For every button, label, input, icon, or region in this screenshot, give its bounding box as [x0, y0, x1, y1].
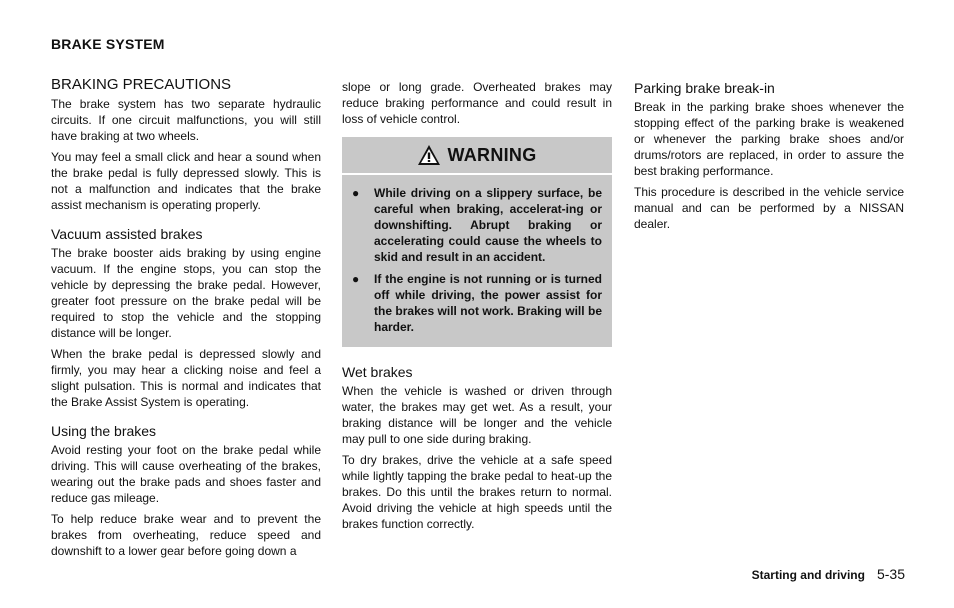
- section-title: BRAKE SYSTEM: [51, 36, 165, 52]
- warning-item: [352, 185, 602, 265]
- paragraph: slope or long grade. Overheated brakes may reduce braking performance and could result in loss of vehicle control.: [342, 80, 612, 126]
- paragraph: The brake booster aids braking by using engine vacuum. If the engine stops, you can stop the vehicle by depressing the brake pedal. However, greater foot pressure on the brake pedal will be required to stop the vehicle and the stopping distance will be longer.: [51, 246, 321, 340]
- using-the-brakes-heading: Using the brakes: [51, 423, 157, 439]
- warning-triangle-icon: [417, 144, 441, 166]
- paragraph: Avoid resting your foot on the brake pedal while driving. This will cause overheating of the brakes, wearing out the brake pads and shoes faster and reduce gas mileage.: [51, 443, 321, 505]
- vacuum-assisted-brakes-heading: Vacuum assisted brakes: [51, 226, 203, 242]
- column-2: [342, 79, 612, 537]
- paragraph: To dry brakes, drive the vehicle at a safe speed while lightly tapping the brake pedal to heat-up the brakes. Do this until the brakes return to normal. Avoid driving the vehicle at high speeds until the brakes function correctly.: [342, 453, 612, 531]
- wet-brakes-heading: Wet brakes: [342, 364, 413, 380]
- warning-header: [342, 137, 612, 175]
- warning-box: [342, 137, 612, 347]
- paragraph: When the vehicle is washed or driven through water, the brakes may get wet. As a result, your braking distance will be longer and the vehicle may pull to one side during braking.: [342, 384, 612, 446]
- paragraph: Break in the parking brake shoes whenever the stopping effect of the parking brake is weakened or whenever the parking brake shoes and/or drums/rotors are replaced, in order to assure the best braking performance.: [634, 100, 904, 178]
- warning-item: [352, 271, 602, 335]
- paragraph: To help reduce brake wear and to prevent the brakes from overheating, reduce speed and downshift to a lower gear before going down a: [51, 512, 321, 558]
- parking-brake-break-in-heading: Parking brake break-in: [634, 80, 775, 96]
- page-number: 5-35: [876, 566, 905, 582]
- paragraph: The brake system has two separate hydraulic circuits. If one circuit malfunctions, you will still have braking at two wheels.: [51, 97, 321, 143]
- column-1: [51, 76, 321, 564]
- paragraph: This procedure is described in the vehicle service manual and can be performed by a NISSAN dealer.: [634, 185, 904, 231]
- warning-body: [342, 175, 612, 347]
- paragraph: When the brake pedal is depressed slowly and firmly, you may hear a clicking noise and feel a slight pulsation. This is normal and indicates that the Brake Assist System is operating.: [51, 347, 321, 409]
- warning-item-text: If the engine is not running or is turned off while driving, the power assist for the brakes will not work. Braking will be harder.: [374, 272, 602, 334]
- warning-item-text: While driving on a slippery surface, be careful when braking, accelerat-ing or downshifting. Abrupt braking or accelerating could cause the wheels to skid and result in an accident.: [374, 186, 602, 264]
- paragraph: You may feel a small click and hear a sound when the brake pedal is fully depressed slowly. This is not a malfunction and indicates that the brake assist mechanism is operating properly.: [51, 150, 321, 212]
- bullet-icon: ●: [352, 272, 360, 286]
- warning-title: WARNING: [447, 144, 537, 165]
- braking-precautions-heading: BRAKING PRECAUTIONS: [51, 76, 232, 93]
- chapter-title: Starting and driving: [751, 568, 865, 582]
- page-footer: [752, 566, 905, 582]
- bullet-icon: ●: [352, 186, 360, 200]
- column-3: [634, 79, 904, 237]
